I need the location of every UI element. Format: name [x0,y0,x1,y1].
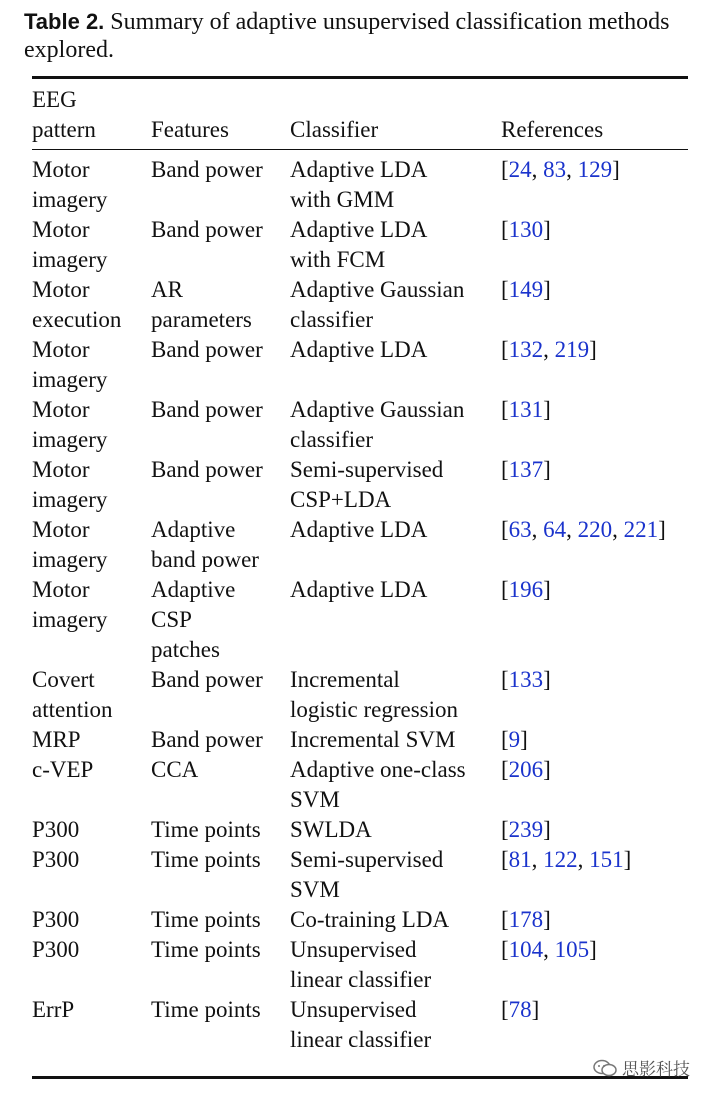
cell-features-line: parameters [151,307,252,332]
header-references: References [501,117,604,142]
cell-classifier-line: Adaptive LDA [290,157,428,182]
cell-eeg-pattern [32,815,151,845]
cell-eeg-pattern [32,905,151,935]
cell-features-line: Time points [151,907,261,932]
table-row [32,935,688,995]
cell-features [151,905,290,935]
cell-features-line: Adaptive [151,517,236,542]
reference-link[interactable]: 220 [577,517,613,542]
cell-eeg-pattern-line: Motor [32,397,90,422]
reference-link[interactable]: 78 [508,997,532,1022]
cell-features [151,665,290,725]
cell-features-line: Band power [151,667,263,692]
cell-eeg-pattern [32,845,151,905]
cell-references: [130] [501,217,551,242]
cell-eeg-pattern-line: execution [32,307,122,332]
table-row [32,905,688,935]
reference-link[interactable]: 131 [508,397,544,422]
cell-features-line: Time points [151,847,261,872]
cell-features [151,755,290,815]
cell-features [151,575,290,665]
reference-link[interactable]: 132 [508,337,544,362]
cell-eeg-pattern-line: imagery [32,427,108,452]
cell-features-line: Band power [151,217,263,242]
cell-eeg-pattern-line: P300 [32,817,80,842]
cell-features-line: Band power [151,727,263,752]
cell-classifier-line: Incremental SVM [290,727,456,752]
reference-link[interactable]: 221 [623,517,659,542]
header-features: Features [151,117,229,142]
cell-references: [239] [501,817,551,842]
cell-classifier-line: logistic regression [290,697,458,722]
cell-references: [206] [501,757,551,782]
table-row [32,395,688,455]
cell-eeg-pattern-line: Motor [32,157,90,182]
reference-link[interactable]: 64 [543,517,567,542]
cell-eeg-pattern [32,665,151,725]
cell-features-line: Time points [151,817,261,842]
cell-classifier-line: Semi-supervised [290,847,444,872]
cell-classifier-line: Co-training LDA [290,907,450,932]
cell-references: [196] [501,577,551,602]
cell-references: [9] [501,727,528,752]
cell-classifier-line: Adaptive LDA [290,517,428,542]
cell-eeg-pattern-line: Motor [32,277,90,302]
cell-classifier [290,755,501,815]
cell-features [151,395,290,455]
watermark [592,1055,690,1080]
cell-eeg-pattern-line: imagery [32,247,108,272]
cell-eeg-pattern-line: Motor [32,517,90,542]
header-eeg-pattern-line: pattern [32,117,96,142]
table-row [32,665,688,725]
cell-features-line: Time points [151,997,261,1022]
wechat-icon [592,1059,618,1077]
cell-references: [78] [501,997,540,1022]
reference-link[interactable]: 178 [508,907,544,932]
cell-classifier-line: Adaptive Gaussian [290,277,465,302]
reference-link[interactable]: 105 [554,937,590,962]
cell-eeg-pattern-line: P300 [32,847,80,872]
cell-classifier-line: SVM [290,877,340,902]
table-row [32,275,688,335]
reference-link[interactable]: 219 [554,337,590,362]
reference-link[interactable]: 122 [543,847,578,872]
cell-classifier-line: with GMM [290,187,395,212]
reference-link[interactable]: 133 [508,667,544,692]
table-row [32,995,688,1055]
cell-features [151,455,290,515]
top-rule [32,76,688,79]
header-eeg-pattern [32,85,151,145]
reference-link[interactable]: 104 [508,937,544,962]
cell-eeg-pattern [32,515,151,575]
header-row [32,85,688,145]
cell-classifier [290,725,501,755]
reference-link[interactable]: 130 [508,217,544,242]
cell-features-line: Band power [151,457,263,482]
cell-features-line: Band power [151,157,263,182]
reference-link[interactable]: 196 [508,577,544,602]
cell-classifier [290,905,501,935]
table-row [32,575,688,665]
cell-classifier [290,995,501,1055]
cell-features [151,815,290,845]
cell-eeg-pattern [32,575,151,665]
cell-eeg-pattern-line: Covert [32,667,95,692]
cell-features [151,995,290,1055]
table-caption [24,8,704,64]
cell-references: [131] [501,397,551,422]
cell-features [151,725,290,755]
cell-eeg-pattern-line: imagery [32,607,108,632]
cell-classifier [290,575,501,665]
cell-references: [149] [501,277,551,302]
cell-eeg-pattern-line: Motor [32,577,90,602]
cell-classifier-line: Unsupervised [290,997,417,1022]
cell-classifier [290,515,501,575]
cell-eeg-pattern-line: imagery [32,547,108,572]
cell-classifier [290,275,501,335]
cell-eeg-pattern [32,145,151,215]
cell-eeg-pattern-line: P300 [32,907,80,932]
cell-classifier [290,845,501,905]
reference-link[interactable]: 206 [508,757,544,782]
cell-eeg-pattern-line: ErrP [32,997,75,1022]
table-row [32,455,688,515]
cell-classifier-line: Adaptive LDA [290,337,428,362]
reference-link[interactable]: 137 [508,457,544,482]
methods-table [32,85,688,1055]
cell-references: [104, 105] [501,937,597,962]
watermark-text: 思影科技 [622,1060,690,1080]
table-row [32,815,688,845]
cell-eeg-pattern-line: Motor [32,217,90,242]
cell-eeg-pattern [32,335,151,395]
reference-link[interactable]: 83 [543,157,567,182]
cell-classifier [290,935,501,995]
cell-features-line: Band power [151,337,263,362]
cell-classifier-line: SVM [290,787,340,812]
cell-eeg-pattern [32,275,151,335]
caption-text: Summary of adaptive unsupervised classification methods explored. [24,9,670,63]
cell-classifier-line: Unsupervised [290,937,417,962]
cell-classifier-line: CSP+LDA [290,487,392,512]
cell-features [151,145,290,215]
table-row [32,755,688,815]
cell-eeg-pattern-line: c-VEP [32,757,94,782]
reference-link[interactable]: 151 [589,847,624,872]
cell-eeg-pattern-line: imagery [32,487,108,512]
cell-classifier-line: Adaptive Gaussian [290,397,465,422]
cell-classifier-line: linear classifier [290,967,432,992]
caption-label: Table 2. [24,9,105,34]
cell-features [151,335,290,395]
cell-features [151,515,290,575]
cell-classifier [290,455,501,515]
cell-features [151,935,290,995]
cell-classifier-line: classifier [290,427,374,452]
cell-classifier [290,815,501,845]
cell-features-line: AR [151,277,183,302]
cell-features-line: Band power [151,397,263,422]
cell-eeg-pattern [32,455,151,515]
cell-eeg-pattern [32,725,151,755]
cell-features-line: patches [151,637,220,662]
cell-eeg-pattern [32,755,151,815]
table-row [32,335,688,395]
cell-classifier-line: Adaptive one-class [290,757,466,782]
cell-eeg-pattern-line: imagery [32,187,108,212]
cell-features-line: Time points [151,937,261,962]
cell-features-line: CSP [151,607,192,632]
cell-references: [137] [501,457,551,482]
table-row [32,145,688,215]
cell-eeg-pattern [32,935,151,995]
cell-classifier [290,215,501,275]
cell-eeg-pattern-line: imagery [32,367,108,392]
cell-classifier [290,665,501,725]
bottom-rule [32,1076,688,1079]
cell-classifier-line: Adaptive LDA [290,217,428,242]
reference-link[interactable]: 63 [508,517,532,542]
cell-references: [132, 219] [501,337,597,362]
cell-classifier-line: classifier [290,307,374,332]
table-row [32,515,688,575]
table-row [32,725,688,755]
cell-eeg-pattern [32,395,151,455]
cell-classifier-line: linear classifier [290,1027,432,1052]
cell-features-line: CCA [151,757,199,782]
table-row [32,845,688,905]
cell-features-line: Adaptive [151,577,236,602]
reference-link[interactable]: 129 [577,157,613,182]
cell-eeg-pattern [32,215,151,275]
cell-references: [24, 83, 129] [501,157,620,182]
cell-eeg-pattern-line: P300 [32,937,80,962]
cell-eeg-pattern-line: MRP [32,727,81,752]
reference-link[interactable]: 149 [508,277,544,302]
cell-eeg-pattern [32,995,151,1055]
cell-classifier [290,395,501,455]
reference-link[interactable]: 9 [508,727,521,752]
cell-references: [133] [501,667,551,692]
cell-features [151,845,290,905]
cell-references: [81, 122, 151] [501,847,632,872]
cell-eeg-pattern-line: Motor [32,457,90,482]
cell-classifier-line: SWLDA [290,817,372,842]
cell-classifier-line: Semi-supervised [290,457,444,482]
reference-link[interactable]: 24 [508,157,532,182]
cell-classifier-line: Adaptive LDA [290,577,428,602]
cell-classifier-line: Incremental [290,667,400,692]
cell-features [151,275,290,335]
cell-eeg-pattern-line: Motor [32,337,90,362]
cell-classifier-line: with FCM [290,247,386,272]
header-eeg-pattern-line: EEG [32,87,77,112]
table-row [32,215,688,275]
cell-references: [178] [501,907,551,932]
header-classifier: Classifier [290,117,379,142]
header-rule [32,149,688,150]
reference-link[interactable]: 81 [508,847,532,872]
cell-references: [63, 64, 220, 221] [501,517,666,542]
cell-features-line: band power [151,547,259,572]
reference-link[interactable]: 239 [508,817,544,842]
cell-classifier [290,145,501,215]
cell-eeg-pattern-line: attention [32,697,113,722]
cell-classifier [290,335,501,395]
cell-features [151,215,290,275]
